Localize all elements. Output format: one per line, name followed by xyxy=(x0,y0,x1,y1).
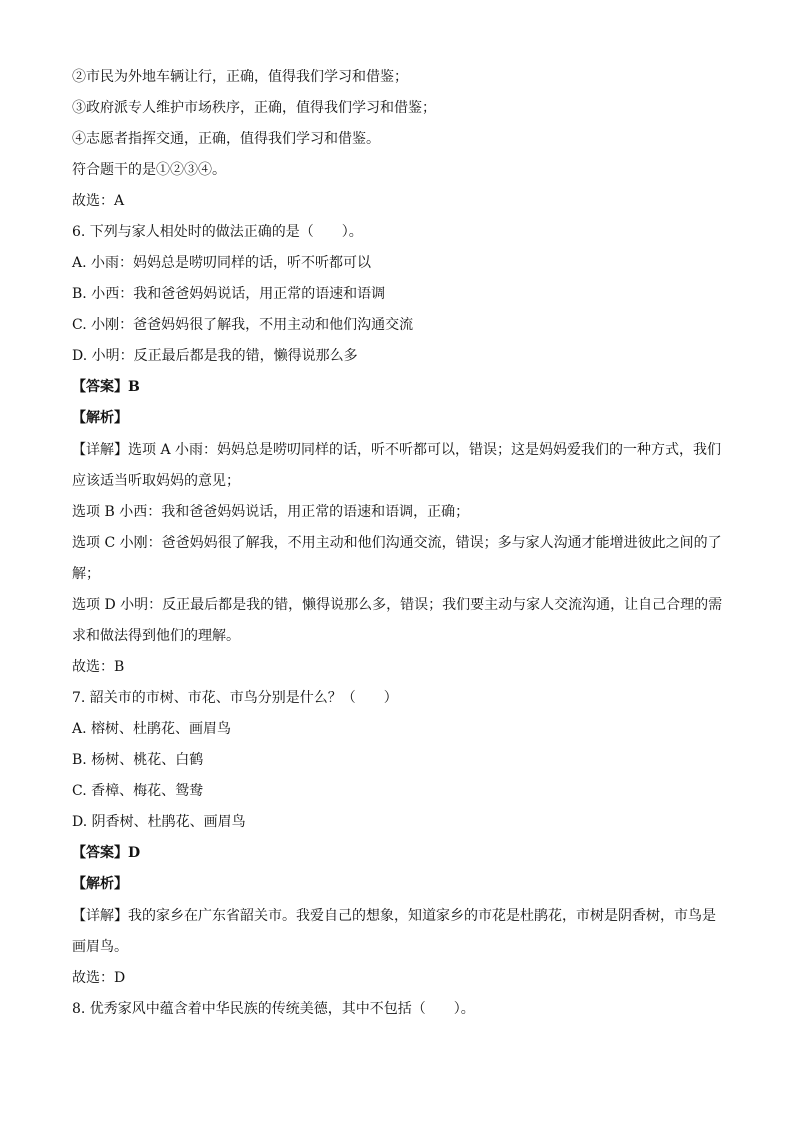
q7-option-c: C. 香樟、梅花、鸳鸯 xyxy=(72,783,204,799)
q7-option-d: D. 阴香树、杜鹃花、画眉鸟 xyxy=(72,814,246,830)
line-4: 符合题干的是①②③④。 xyxy=(72,162,226,178)
detail-line-1: 【详解】选项 A 小雨：妈妈总是唠叨同样的话，听不听都可以，错误；这是妈妈爱我们的一种方式，我们 xyxy=(72,442,722,458)
detail-line-7: 求和做法得到他们的理解。 xyxy=(72,628,240,644)
q7-answer-label: 【答案】D xyxy=(72,845,141,861)
line-3: ④志愿者指挥交通，正确，值得我们学习和借鉴。 xyxy=(72,131,380,147)
detail-line-5: 解； xyxy=(72,566,100,582)
option-c: C. 小刚：爸爸妈妈很了解我，不用主动和他们沟通交流 xyxy=(72,317,414,333)
q7-option-b: B. 杨树、桃花、白鹤 xyxy=(72,752,204,768)
q7-detail-line-1: 【详解】我的家乡在广东省韶关市。我爱自己的想象，知道家乡的市花是杜鹃花，市树是阴香树，市鸟是 xyxy=(72,908,716,924)
answer-line-6: 故选：B xyxy=(72,659,125,675)
detail-line-3: 选项 B 小西：我和爸爸妈妈说话，用正常的语速和语调，正确； xyxy=(72,504,470,520)
question-8: 8. 优秀家风中蕴含着中华民族的传统美德，其中不包括（ ）。 xyxy=(72,1001,475,1017)
question-6: 6. 下列与家人相处时的做法正确的是（ ）。 xyxy=(72,224,363,240)
line-1: ②市民为外地车辆让行，正确，值得我们学习和借鉴； xyxy=(72,69,408,85)
question-7: 7. 韶关市的市树、市花、市鸟分别是什么？（ ） xyxy=(72,690,398,706)
answer-label: 【答案】B xyxy=(72,379,140,395)
answer-line: 故选：A xyxy=(72,193,125,209)
q7-option-a: A. 榕树、杜鹃花、画眉鸟 xyxy=(72,721,232,737)
option-d: D. 小明：反正最后都是我的错，懒得说那么多 xyxy=(72,348,358,364)
detail-line-2: 应该适当听取妈妈的意见； xyxy=(72,473,240,489)
detail-line-6: 选项 D 小明：反正最后都是我的错，懒得说那么多，错误；我们要主动与家人交流沟通，让自己合理的需 xyxy=(72,597,723,613)
q7-answer-line: 故选：D xyxy=(72,970,126,986)
q7-analysis-label: 【解析】 xyxy=(72,876,128,892)
option-a: A. 小雨：妈妈总是唠叨同样的话，听不听都可以 xyxy=(72,255,372,271)
line-2: ③政府派专人维护市场秩序，正确，值得我们学习和借鉴； xyxy=(72,100,436,116)
option-b: B. 小西：我和爸爸妈妈说话，用正常的语速和语调 xyxy=(72,286,386,302)
analysis-label: 【解析】 xyxy=(72,410,128,426)
q7-detail-line-2: 画眉鸟。 xyxy=(72,939,128,955)
detail-line-4: 选项 C 小刚：爸爸妈妈很了解我，不用主动和他们沟通交流，错误；多与家人沟通才能增进彼此之间的了 xyxy=(72,535,722,551)
